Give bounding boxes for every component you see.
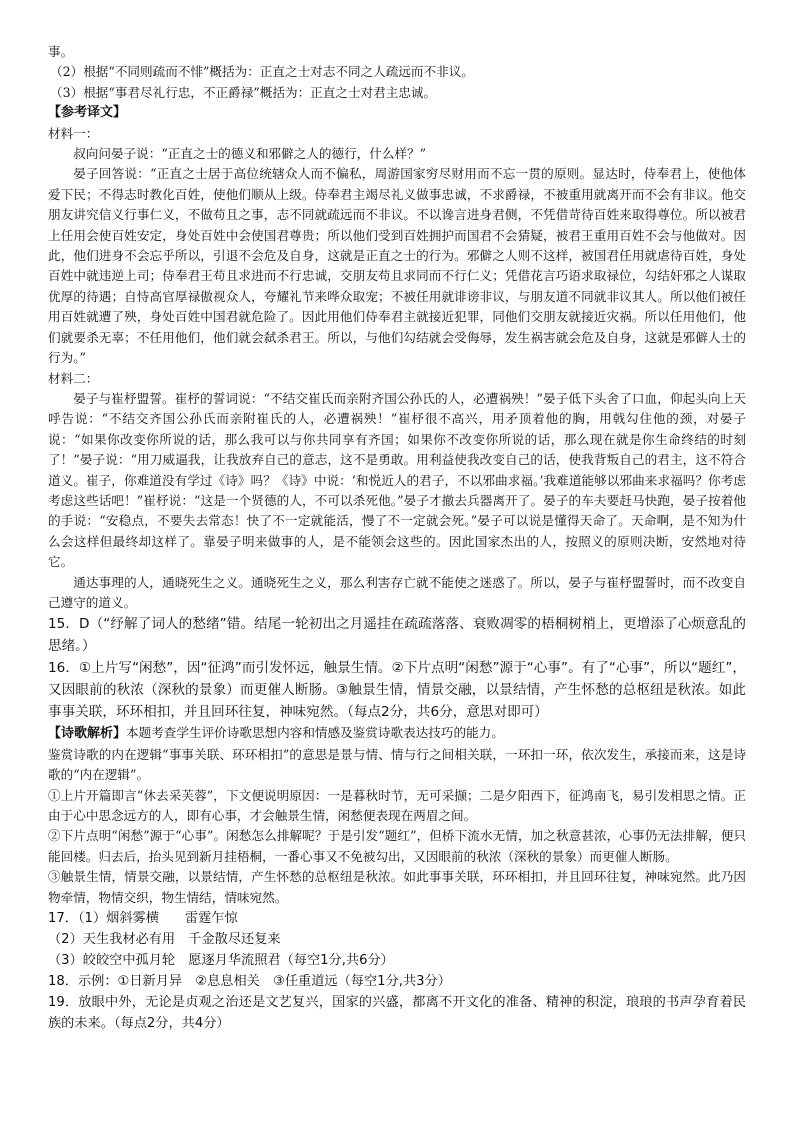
- poem-header: 【诗歌解析】: [48, 726, 127, 742]
- poem-line-1: 鉴赏诗歌的内在逻辑“事事关联、环环相扣”的意思是景与情、情与行之间相关联，一环扣一环，依次发生，承接而来，这是诗歌的“内在逻辑”。: [48, 746, 746, 783]
- material1-para-2: 晏子回答说：“正直之士居于高位统辖众人而不偏私，周游国家穷尽财用而不忘一贯的原则。显达时，侍奉君上，使他体爱下民；不得志时教化百姓，使他们顺从上级。侍奉君主竭尽礼义做事忠诚，不求爵禄，不被重用就离开而不会有非议。他交朋友讲究信义行事仁义，不做苟且之事，志不同就疏远而不非议。不以谗言进身君侧，不凭借苛待百姓来取得尊位。所以被君上任用会使百姓安定，身处百姓中会使国君尊贵；所以他们受到百姓拥护而国君不会猜疑，被君王重用百姓不会与他做对。因此，他们进身不会忘乎所以，引退不会危及自身，这就是正直之士的行为。邪僻之人则不这样，被国君任用就虐待百姓，身处百姓中就违逆上司；侍奉君王苟且求进而不行忠诚，交朋友苟且求同而不行仁义；凭借花言巧语求取禄位，勾结奸邪之人谋取优厚的待遇；自恃高官厚禄傲视众人，夸耀礼节来哗众取宠；不被任用就诽谤非议，与朋友道不同就非议其人。所以他们被任用百姓就遭了殃，身处百姓中国君就危险了。因此用他们侍奉君主就接近犯罪，同他们交朋友就接近灾祸。所以任用他们，他们就要杀无辜；不任用他们，他们就会弑杀君王。所以，与他们勾结就会受侮辱，发生祸害就会危及自身，这就是邪僻人士的行为。”: [48, 166, 746, 366]
- q17-answer-b: 雷霆乍惊: [184, 911, 238, 927]
- poem-line-3: ②下片点明“闲愁”源于“心事”。闲愁怎么排解呢？于是引发“题红”，但桥下流水无情，加之秋意甚浓，心事仍无法排解，便只能回楼。归去后，抬头见到新月挂梧桐，一番心事又不免被勾出，又因眼前的秋浓（深秋的景象）而更催人断肠。: [48, 828, 746, 864]
- question-15: 15．D（“纾解了词人的愁绪”错。结尾一轮初出之月遥挂在疏疏落落、衰败凋零的梧桐树梢上，更增添了心烦意乱的思绪。）: [48, 616, 746, 655]
- top-line-3: （3）根据“事君尽礼行忠，不正爵禄”概括为：正直之士对君主忠诚。: [50, 84, 437, 100]
- poem-line-2: ①上片开篇即言“休去采芙蓉”，下文便说明原因：一是暮秋时节，无可采撷；二是夕阳西下，征鸿南飞，易引发相思之情。正由于心中思念远方的人，即有心事，才会触景生情，闲愁便表现在两眉之间。: [48, 787, 746, 823]
- q17-prefix: 17．（1）: [48, 911, 107, 927]
- question-16: 16．①上片写“闲愁”，因“征鸿”而引发怀远，触景生情。②下片点明“闲愁”源于“心事”。有了“心事”，所以“题红”，又因眼前的秋浓（深秋的景象）而更催人断肠。③触景生情，情景交融，以景结情，产生怀愁的总枢纽是秋浓。如此事事关联，环环相扣，并且回环往复，神味宛然。（每点2分，共6分，意思对即可）: [48, 660, 746, 721]
- q17-answer-a: 烟斜雾横: [106, 911, 159, 927]
- question-19: 19．放眼中外，无论是贞观之治还是文艺复兴，国家的兴盛，都离不开文化的准备、精神的积淀，琅琅的书声孕育着民族的未来。（每点2分，共4分）: [48, 995, 746, 1032]
- question-18: 18．示例：①日新月异 ②息息相关 ③任重道远（每空1分,共3分）: [48, 974, 451, 990]
- question-17-1: [48, 908, 746, 929]
- answer-page: [48, 42, 746, 1034]
- poem-analysis: [48, 723, 746, 744]
- top-line-2: （2）根据“不同则疏而不悱”概括为：正直之士对志不同之人疏远而不非议。: [50, 64, 474, 80]
- poem-line-4: ③触景生情，情景交融，以景结情，产生怀愁的总枢纽是秋浓。如此事事关联，环环相扣，并且回环往复，神味宛然。此乃因物牵情，物情交织，物生情结，情味宛然。: [48, 869, 746, 905]
- material1-para-1: 叔向问晏子说：“正直之士的德义和邪僻之人的德行，什么样？”: [73, 146, 427, 162]
- material2-label: 材料二：: [48, 370, 99, 386]
- material2-para-2: 通达事理的人，通晓死生之义。通晓死生之义，那么利害存亡就不能使之迷惑了。所以，晏子与崔杼盟誓时，而不改变自己遵守的道义。: [48, 574, 746, 610]
- material2-para-1: 晏子与崔杼盟誓。崔杼的誓词说：“不结交崔氏而亲附齐国公孙氏的人，必遭祸殃！”晏子低下头舍了口血，仰起头向上天呼告说：“不结交齐国公孙氏而亲附崔氏的人，必遭祸殃！”崔杼很不高兴，用矛顶着他的胸，用戟勾住他的颈，对晏子说：“如果你改变你所说的话，那么我可以与你共同享有齐国；如果你不改变你所说的话，那么现在就是你生命终结的时刻了！”晏子说：“用刀威逼我，让我放弃自己的意志，这不是勇敢。用利益使我改变自己的话，使我背叛自己的君主，这不符合道义。崔子，你难道没有学过《诗》吗？《诗》中说：‘和悦近人的君子，不以邪曲求福。’我难道能够以邪曲来求福吗？你考虑考虑这些话吧！”崔杼说：“这是一个贤德的人，不可以杀死他。”晏子才撤去兵器离开了。晏子的车夫要赶马快跑，晏子按着他的手说：“安稳点，不要失去常态！快了不一定就能活，慢了不一定就会死。”晏子可以说是懂得天命了。天命啊，是不知为什么会这样但最终却这样了。靠晏子明来做事的人，是不能领会这些的。因此国家杰出的人，按照义的原则决断，安然地对待它。: [48, 390, 746, 570]
- translation-header: 【参考译文】: [48, 105, 127, 121]
- material1-label: 材料一：: [48, 125, 99, 141]
- poem-intro: 本题考查学生评价诗歌思想内容和情感及鉴赏诗歌表达技巧的能力。: [126, 725, 504, 741]
- top-line-1: 事。: [48, 44, 74, 59]
- question-17-3: （3）皎皎空中孤月轮 愿逐月华流照君（每空1分,共6分）: [48, 953, 394, 969]
- question-17-2: （2）天生我材必有用 千金散尽还复来: [48, 932, 281, 948]
